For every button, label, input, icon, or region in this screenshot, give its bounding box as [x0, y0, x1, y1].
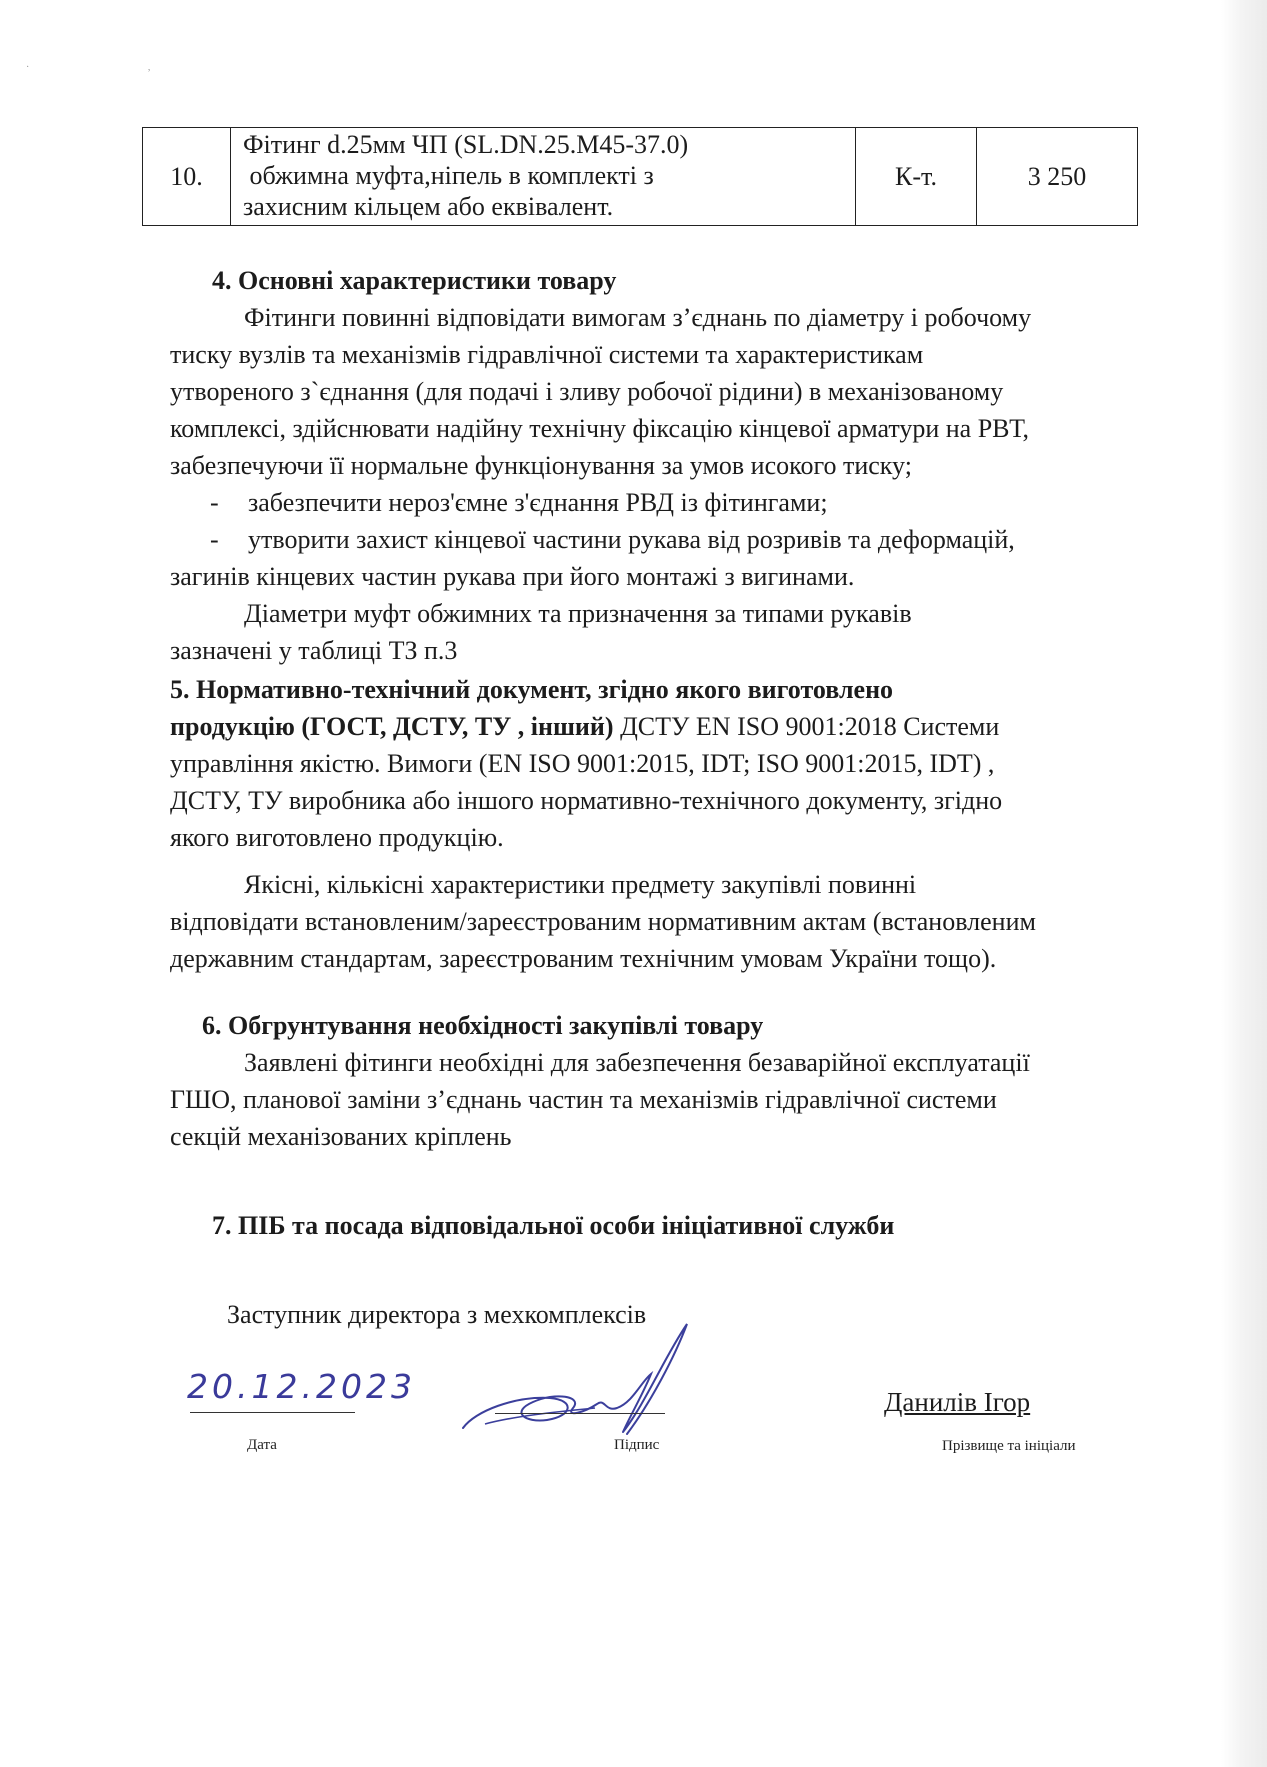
- table-row: [143, 128, 1138, 226]
- section-5-line: державним стандартам, зареєстрованим технічним умовам України тощо).: [170, 944, 997, 973]
- item-name-line: Фітинг d.25мм ЧП (SL.DN.25.M45-37.0): [243, 130, 689, 159]
- row-item-name: [231, 128, 856, 226]
- signer-name: Данилів Ігор: [884, 1387, 1031, 1417]
- section-5-heading: 5. Нормативно-технічний документ, згідно якого виготовлено: [170, 675, 894, 704]
- section-4-line: утвореного з`єднання (для подачі і зливу робочої рідини) в механізованому: [170, 377, 1004, 406]
- document-body: [170, 262, 1150, 1333]
- signature-image: [455, 1316, 715, 1456]
- row-number: 10.: [143, 128, 231, 226]
- items-table: [142, 127, 1138, 226]
- row-quantity: 3 250: [977, 128, 1138, 226]
- date-caption: Дата: [247, 1437, 277, 1453]
- section-5-line: [170, 708, 1150, 745]
- section-6-line: секцій механізованих кріплень: [170, 1122, 512, 1151]
- section-6-heading: 6. Обгрунтування необхідності закупівлі товару: [202, 1011, 764, 1040]
- bullet-item: [170, 521, 1150, 558]
- section-4-line: зазначені у таблиці ТЗ п.3: [170, 636, 458, 665]
- section-6-line: ГШО, планової заміни з’єднань частин та механізмів гідравлічної системи: [170, 1085, 997, 1114]
- name-caption: Прізвище та ініціали: [942, 1438, 1076, 1454]
- row-unit: К-т.: [856, 128, 977, 226]
- section-5-line: якого виготовлено продукцію.: [170, 823, 504, 852]
- section-4-line: Фітинги повинні відповідати вимогам з’єднань по діаметру і робочому: [244, 303, 1032, 332]
- scan-specks: · ,: [26, 62, 209, 73]
- bullet-text: утворити захист кінцевої частини рукава від розривів та деформацій,: [248, 525, 1015, 554]
- signature-line: [495, 1413, 665, 1414]
- bullet-dash: -: [210, 525, 219, 554]
- section-5-line: відповідати встановленим/зареєстрованим нормативним актам (встановленим: [170, 907, 1036, 936]
- date-line: [190, 1412, 355, 1413]
- item-name-line: захисним кільцем або еквівалент.: [243, 192, 614, 221]
- bullet-item: [170, 484, 1150, 521]
- position-title: Заступник директора з мехкомплексів: [227, 1300, 647, 1329]
- section-4-line: Діаметри муфт обжимних та призначення за типами рукавів: [244, 599, 912, 628]
- section-5-text: ДСТУ EN ISO 9001:2018 Системи: [613, 712, 1000, 741]
- section-5-heading-cont: продукцію (ГОСТ, ДСТУ, ТУ , інший): [170, 712, 614, 741]
- section-5-line: Якісні, кількісні характеристики предмету закупівлі повинні: [244, 870, 917, 899]
- section-4-line: тиску вузлів та механізмів гідравлічної системи та характеристикам: [170, 340, 924, 369]
- scan-page-edge: [1221, 0, 1267, 1767]
- item-name-line: обжимна муфта,ніпель в комплекті з: [243, 161, 654, 190]
- section-5-line: ДСТУ, ТУ виробника або іншого нормативно-технічного документу, згідно: [170, 786, 1003, 815]
- bullet-dash: -: [210, 488, 219, 517]
- section-4-line: комплексі, здійснювати надійну технічну фіксацію кінцевої арматури на РВТ,: [170, 414, 1029, 443]
- bullet-text: забезпечити нероз'ємне з'єднання РВД із фітингами;: [248, 488, 828, 517]
- signature-caption: Підпис: [614, 1437, 660, 1453]
- section-7-heading: 7. ПІБ та посада відповідальної особи ініціативної служби: [212, 1211, 895, 1240]
- section-5-line: управління якістю. Вимоги (EN ISO 9001:2015, IDT; ISO 9001:2015, IDT) ,: [170, 749, 995, 778]
- section-4-line: забезпечуючи її нормальне функціонування за умов исокого тиску;: [170, 451, 912, 480]
- section-4-heading: 4. Основні характеристики товару: [212, 266, 617, 295]
- bullet-continuation: загинів кінцевих частин рукава при його монтажі з вигинами.: [170, 562, 855, 591]
- handwritten-date: 20.12.2023: [187, 1367, 416, 1406]
- section-6-line: Заявлені фітинги необхідні для забезпечення безаварійної експлуатації: [244, 1048, 1030, 1077]
